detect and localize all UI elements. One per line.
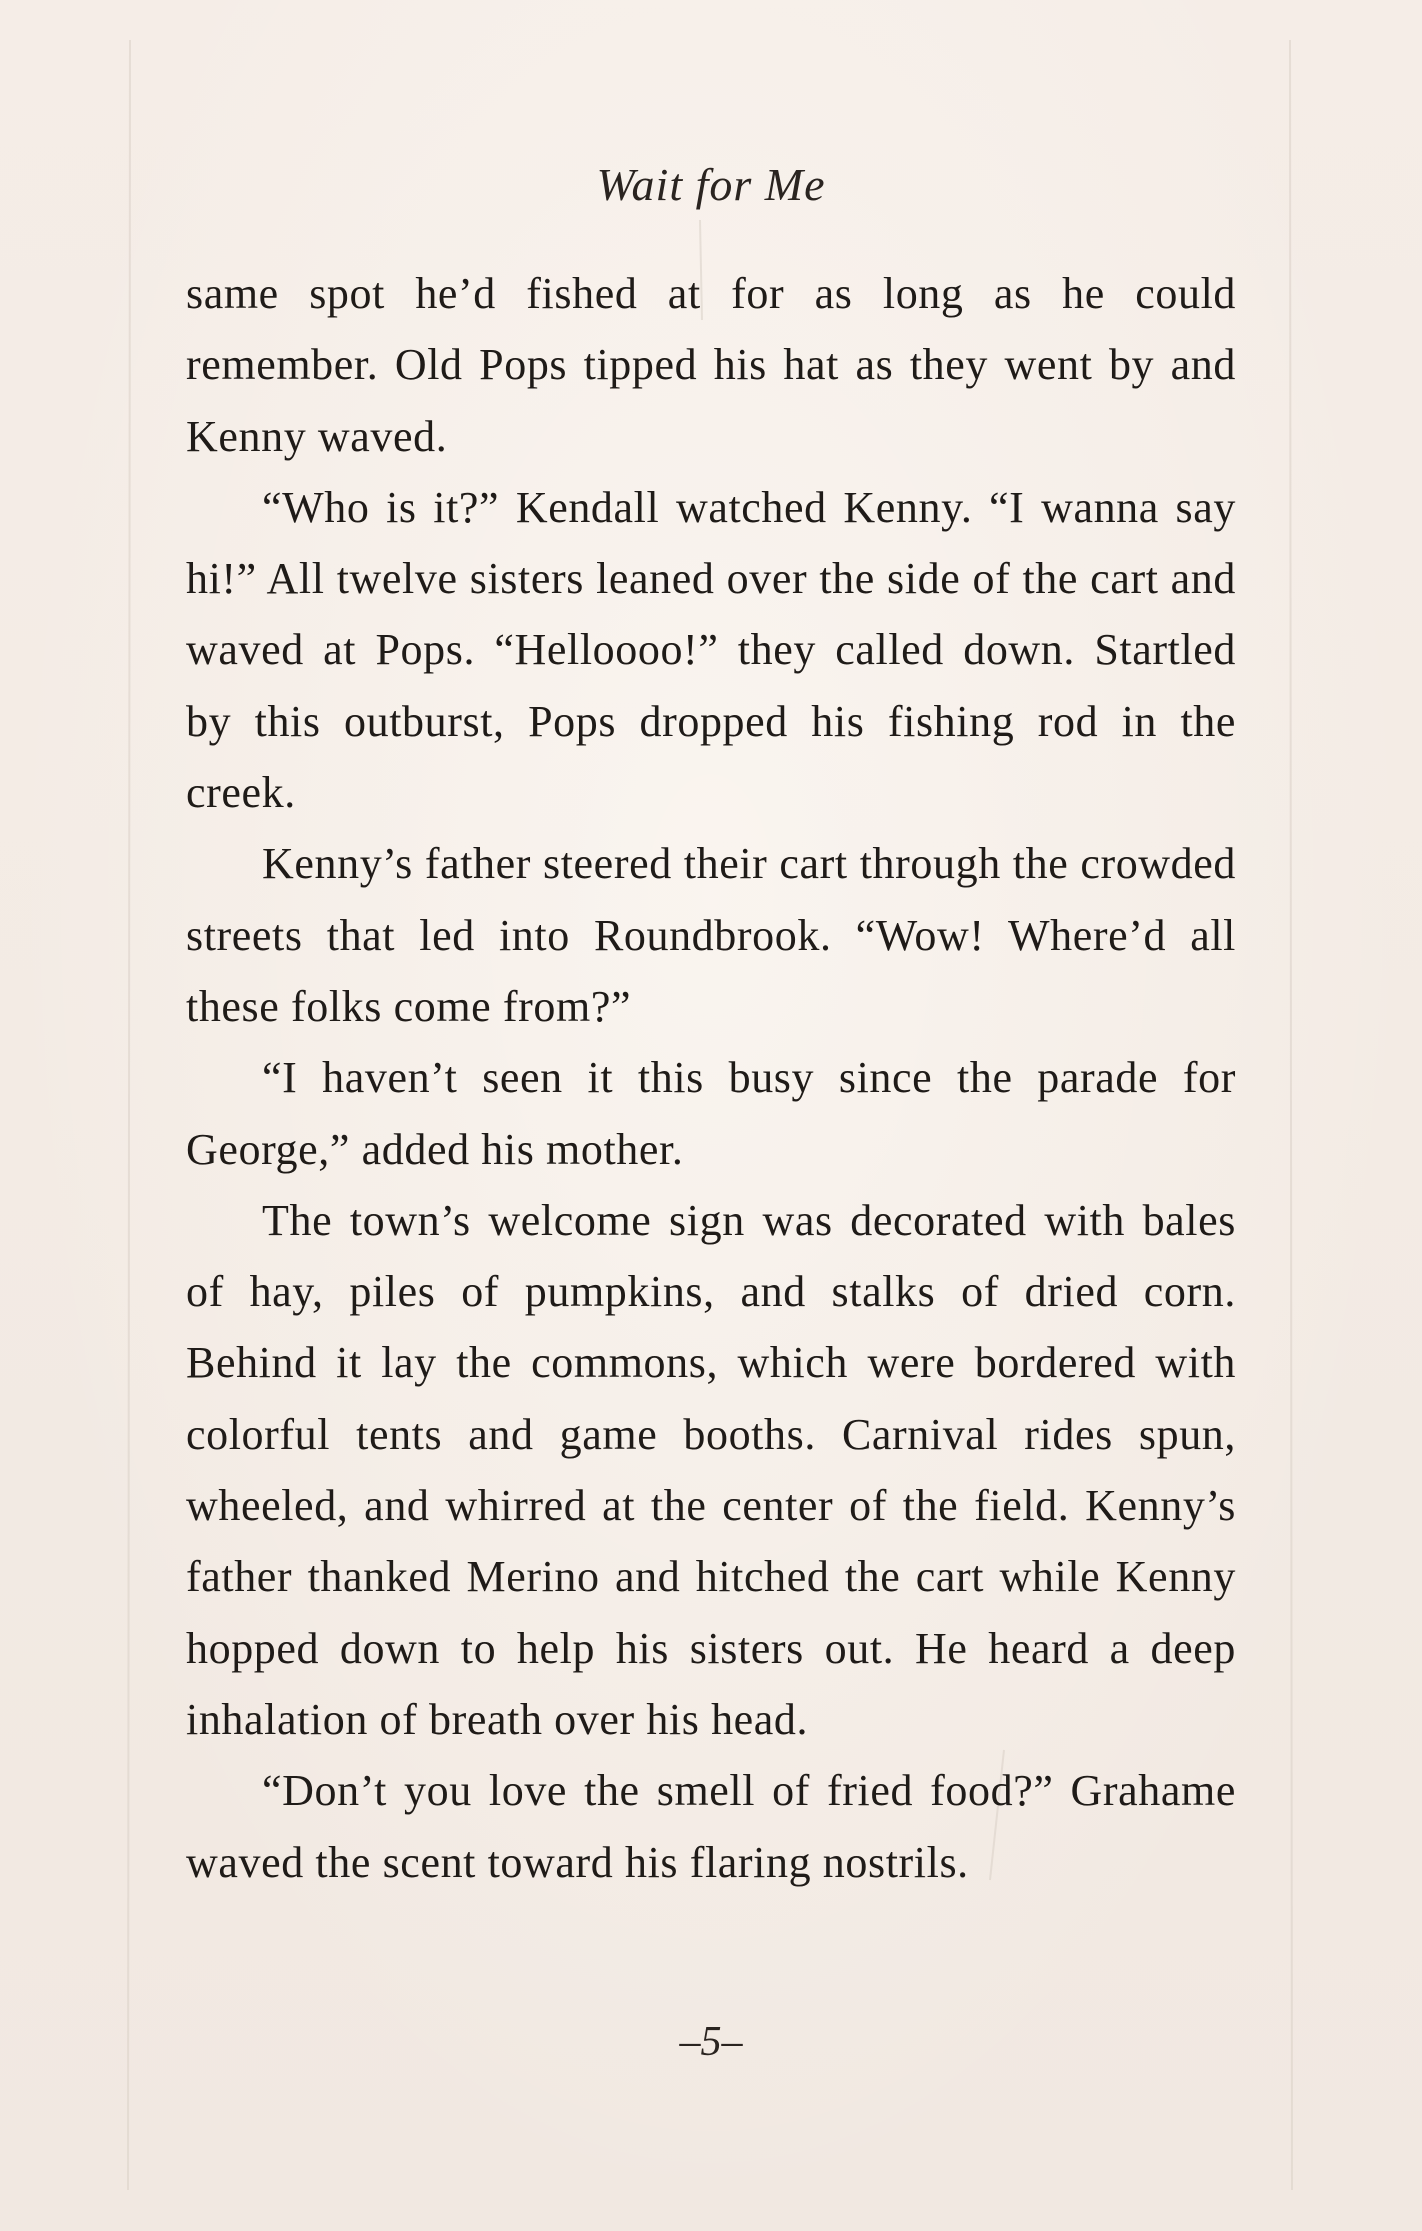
paragraph: Kenny’s father steered their cart through the crowded streets that led into Roundbrook. “Wow! Where’d all these folks come from?”: [186, 839, 1236, 1031]
paragraph: “I haven’t seen it this busy since the parade for George,” added his mother.: [186, 1053, 1236, 1174]
body-text: [186, 258, 1236, 1898]
paragraph: “Who is it?” Kendall watched Kenny. “I wanna say hi!” All twelve sisters leaned over the side of the cart and waved at Pops. “Helloooo!” they called down. Startled by this outburst, Pops dropped his fishing rod in the creek.: [186, 482, 1236, 818]
paragraph: “Don’t you love the smell of fried food?” Grahame waved the scent toward his flaring nostrils.: [186, 1766, 1236, 1887]
page-number: –5–: [679, 2019, 743, 2065]
paragraph-continued: same spot he’d fished at for as long as he could remember. Old Pops tipped his hat as they went by and Kenny waved.: [186, 269, 1236, 461]
running-header: Wait for Me: [596, 159, 826, 210]
paragraph: The town’s welcome sign was decorated with bales of hay, piles of pumpkins, and stalks of dried corn. Behind it lay the commons, which were bordered with colorful tents and game booths. Carnival rides spun, wheeled, and whirred at the center of the field. Kenny’s father thanked Merino and hitched the cart while Kenny hopped down to help his sisters out. He heard a deep inhalation of breath over his head.: [186, 1195, 1236, 1744]
